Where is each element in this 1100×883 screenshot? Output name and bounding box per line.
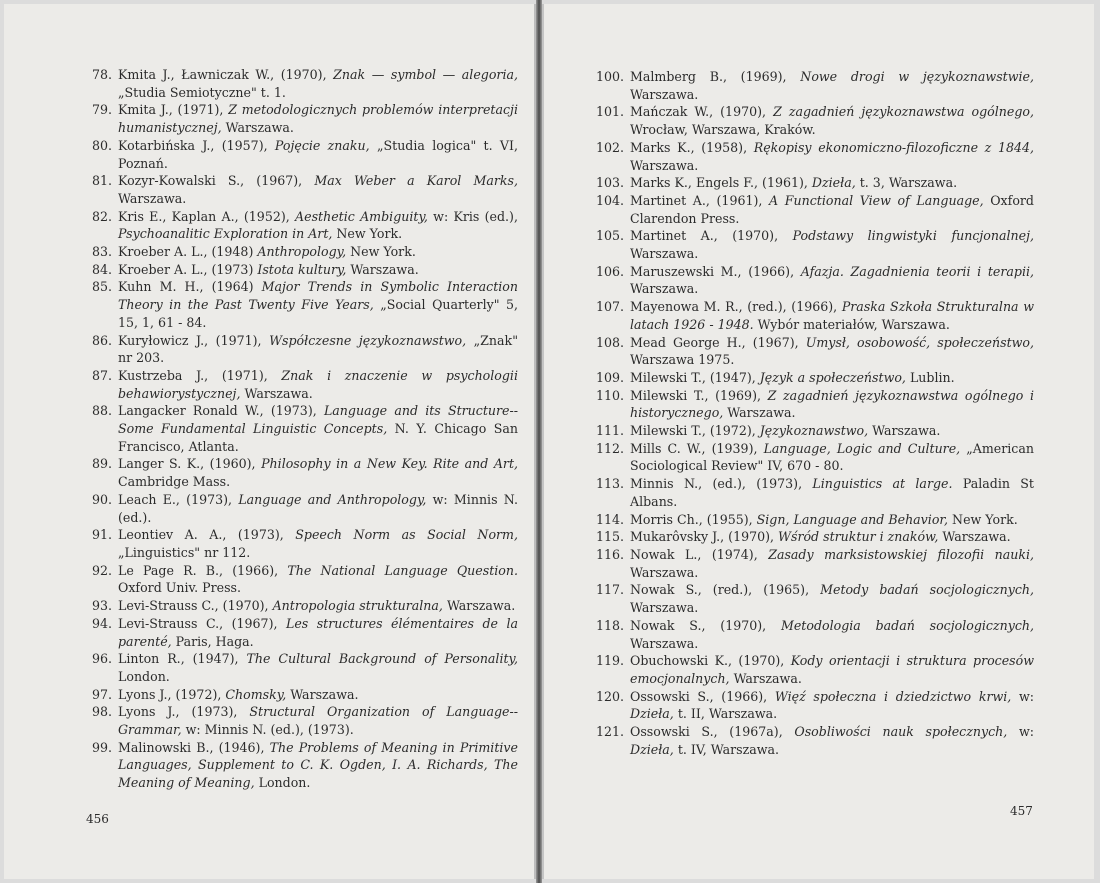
- entry-title: Sign, Language and Behavior,: [756, 511, 949, 527]
- entry-number: 89.: [91, 456, 112, 472]
- entry-text: Maruszewski M., (1966),: [630, 263, 801, 279]
- entry-text: Warszawa.: [630, 157, 699, 173]
- entry-text: Langacker Ronald W., (1973),: [118, 403, 324, 419]
- entry-text: Paladin St Albans.: [630, 476, 1034, 509]
- entry-number: 100.: [595, 69, 624, 84]
- entry-number: 80.: [91, 137, 112, 153]
- bibliography-entry: [594, 617, 1034, 652]
- entry-text: w: Kris (ed.),: [427, 208, 518, 224]
- entry-title: Philosophy in a New Key. Rite and Art,: [261, 456, 519, 472]
- entry-text: N. Y. Chicago San Francisco, Atlanta.: [118, 421, 518, 454]
- entry-text: Kozyr-Kowalski S., (1967),: [118, 173, 315, 189]
- entry-text: Kris E., Kaplan A., (1952),: [118, 208, 296, 224]
- bibliography-entry: [594, 688, 1034, 723]
- entry-title: Podstawy lingwistyki funcjonalnej,: [792, 228, 1034, 244]
- entry-title: Metody badań socjologicznych,: [820, 582, 1034, 598]
- entry-text: „Linguistics" nr 112.: [118, 544, 251, 560]
- entry-text: Martinet A., (1961),: [630, 192, 770, 208]
- bibliography-entry: [594, 511, 1034, 529]
- bibliography-entry: [594, 528, 1034, 546]
- entry-number: 103.: [595, 175, 624, 191]
- entry-number: 90.: [91, 491, 112, 507]
- entry-title: Max Weber a Karol Marks,: [314, 173, 519, 189]
- entry-title: Umysł, osobowość, społeczeństwo,: [805, 334, 1034, 350]
- entry-text: Warszawa.: [630, 600, 699, 616]
- entry-text: Marks K., (1958),: [630, 139, 754, 155]
- entry-number: 110.: [595, 387, 624, 403]
- entry-title: Speech Norm as Social Norm,: [295, 527, 518, 543]
- entry-title: Zasady marksistowskiej filozofii nauki,: [768, 546, 1035, 562]
- entry-text: Oxford Clarendon Press.: [630, 192, 1034, 226]
- entry-text: Ossowski S., (1966),: [630, 688, 775, 704]
- entry-title: Dzieła,: [630, 706, 674, 722]
- entry-number: 112.: [595, 440, 624, 456]
- bibliography-list-right: [594, 68, 1034, 758]
- entry-number: 111.: [595, 423, 624, 439]
- entry-text: Linton R., (1947),: [118, 651, 247, 667]
- entry-text: „Studia logica" t. VI, Poznań.: [118, 137, 518, 171]
- entry-number: 82.: [91, 208, 112, 224]
- entry-text: Martinet A., (1970),: [630, 228, 793, 244]
- entry-text: w:: [1011, 688, 1035, 704]
- entry-number: 84.: [91, 261, 112, 277]
- bibliography-entry: [594, 103, 1034, 138]
- entry-text: London.: [254, 775, 311, 791]
- entry-text: Warszawa.: [630, 635, 699, 651]
- entry-text: w:: [1007, 724, 1034, 740]
- entry-text: Minnis N., (ed.), (1973),: [630, 476, 813, 492]
- entry-title: Z metodologicznych problemów interpretacji humanistycznej,: [118, 102, 518, 136]
- bibliography-entry: [82, 703, 518, 738]
- entry-text: Leontiev A. A., (1973),: [118, 527, 296, 543]
- entry-text: Nowak L., (1974),: [630, 546, 769, 562]
- entry-number: 119.: [595, 653, 624, 669]
- bibliography-list-left: [82, 66, 518, 792]
- bibliography-entry: [82, 367, 518, 402]
- entry-text: Nowak S., (1970),: [630, 617, 781, 633]
- bibliography-entry: [82, 455, 518, 490]
- entry-number: 107.: [595, 299, 624, 315]
- entry-text: London.: [118, 668, 170, 684]
- entry-text: Levi-Strauss C., (1967),: [118, 615, 286, 631]
- entry-title: Psychoanalitic Exploration in Art,: [118, 226, 333, 242]
- entry-text: Ossowski S., (1967a),: [630, 724, 795, 740]
- entry-text: „American Sociological Review" IV, 670 - 80.: [630, 440, 1034, 474]
- entry-title: Pojęcie znaku,: [274, 137, 370, 153]
- bibliography-entry: [594, 298, 1034, 333]
- entry-text: Warszawa.: [286, 686, 359, 702]
- bibliography-entry: [594, 652, 1034, 687]
- entry-text: Lyons J., (1973),: [118, 704, 250, 720]
- entry-title: Anthropology,: [257, 244, 347, 260]
- entry-text: Kmita J., (1971),: [118, 102, 229, 118]
- entry-title: Dzieła,: [630, 741, 674, 757]
- entry-number: 92.: [91, 562, 112, 578]
- entry-text: Milewski T., (1947),: [630, 369, 760, 385]
- entry-text: Leach E., (1973),: [118, 491, 239, 507]
- entry-text: Kuryłowicz J., (1971),: [118, 332, 270, 348]
- entry-text: Warszawa.: [442, 598, 516, 614]
- entry-text: Le Page R. B., (1966),: [118, 562, 288, 578]
- entry-title: Les structures élémentaires de la parenté,: [118, 615, 518, 649]
- entry-text: „Studia Semiotyczne" t. 1.: [118, 84, 286, 100]
- entry-text: Warszawa.: [118, 190, 187, 206]
- bibliography-entry: [82, 172, 518, 207]
- entry-title: Language and Anthropology,: [238, 491, 427, 507]
- entry-title: Language and its Structure--Some Fundamental Linguistic Concepts,: [118, 403, 518, 437]
- entry-title: Chomsky,: [225, 686, 287, 702]
- bibliography-entry: [82, 650, 518, 685]
- entry-title: Aesthetic Ambiguity,: [295, 208, 428, 224]
- entry-number: 83.: [91, 244, 112, 260]
- entry-number: 106.: [595, 263, 624, 279]
- entry-title: The Problems of Meaning in Primitive Languages, Supplement to C. K. Ogden, I. A. Richards, The Meaning of Meaning,: [118, 739, 518, 791]
- bibliography-entry: [594, 440, 1034, 475]
- entry-text: Warszawa.: [630, 281, 699, 297]
- entry-title: A Functional View of Language,: [769, 192, 984, 208]
- entry-title: Istota kultury,: [257, 261, 347, 277]
- entry-number: 96.: [91, 651, 112, 667]
- entry-text: „Znak" nr 203.: [118, 332, 518, 366]
- entry-text: t. II, Warszawa.: [673, 706, 778, 722]
- bibliography-entry: [594, 387, 1034, 422]
- entry-text: Kotarbińska J., (1957),: [118, 137, 275, 153]
- bibliography-entry: [594, 68, 1034, 103]
- entry-text: Kroeber A. L., (1948): [118, 244, 258, 260]
- entry-text: t. 3, Warszawa.: [855, 175, 958, 191]
- entry-text: Mayenowa M. R., (red.), (1966),: [630, 299, 842, 315]
- entry-title: Rękopisy ekonomiczno-filozoficzne z 1844,: [753, 139, 1034, 155]
- entry-number: 91.: [91, 527, 112, 543]
- entry-title: Współczesne językoznawstwo,: [269, 332, 467, 348]
- bibliography-entry: [82, 66, 518, 101]
- entry-text: Langer S. K., (1960),: [118, 456, 262, 472]
- entry-text: Cambridge Mass.: [118, 474, 231, 490]
- bibliography-entry: [82, 208, 518, 243]
- entry-number: 78.: [91, 67, 112, 82]
- bibliography-entry: [594, 334, 1034, 369]
- entry-text: „Social Quarterly" 5, 15, 1, 61 - 84.: [118, 297, 518, 330]
- entry-text: Kmita J., Ławniczak W., (1970),: [118, 67, 334, 82]
- bibliography-entry: [594, 139, 1034, 174]
- entry-text: Warszawa.: [346, 261, 419, 277]
- entry-title: Kody orientacji i struktura procesów emocjonalnych,: [630, 653, 1034, 686]
- entry-number: 87.: [91, 367, 112, 383]
- bibliography-entry: [82, 243, 518, 261]
- entry-title: Z zagadnień językoznawstwa ogólnego i historycznego,: [630, 387, 1035, 421]
- entry-text: Obuchowski K., (1970),: [630, 653, 791, 669]
- entry-text: Nowak S., (red.), (1965),: [630, 582, 821, 598]
- entry-text: Marks K., Engels F., (1961),: [630, 175, 812, 191]
- entry-title: Dzieła,: [811, 175, 856, 191]
- entry-title: Więź społeczna i dziedzictwo krwi,: [774, 688, 1012, 704]
- bibliography-entry: [82, 491, 518, 526]
- entry-text: Oxford Univ. Press.: [118, 580, 242, 596]
- entry-number: 104.: [595, 192, 624, 208]
- entry-text: Malinowski B., (1946),: [118, 739, 270, 755]
- entry-text: Kustrzeba J., (1971),: [118, 367, 282, 383]
- entry-number: 108.: [595, 334, 624, 350]
- entry-title: Nowe drogi w językoznawstwie,: [800, 69, 1034, 84]
- entry-number: 121.: [595, 724, 624, 740]
- entry-title: Afazja. Zagadnienia teorii i terapii,: [800, 263, 1034, 279]
- bibliography-entry: [82, 137, 518, 172]
- entry-title: Antropologia strukturalna,: [272, 598, 443, 614]
- bibliography-entry: [82, 562, 518, 597]
- entry-number: 120.: [595, 688, 624, 704]
- entry-text: Mills C. W., (1939),: [630, 440, 764, 456]
- entry-text: Kroeber A. L., (1973): [118, 261, 258, 277]
- bibliography-entry: [82, 332, 518, 367]
- entry-text: Wybór materiałów, Warszawa.: [753, 316, 950, 332]
- bibliography-entry: [594, 723, 1034, 758]
- entry-text: Levi-Strauss C., (1970),: [118, 598, 273, 614]
- entry-text: Warszawa.: [221, 120, 294, 136]
- bibliography-entry: [594, 475, 1034, 510]
- entry-text: Kuhn M. H., (1964): [118, 279, 262, 295]
- bibliography-entry: [594, 227, 1034, 262]
- entry-number: 115.: [595, 529, 624, 545]
- bibliography-entry: [82, 526, 518, 561]
- entry-text: Lyons J., (1972),: [118, 686, 226, 702]
- entry-number: 114.: [595, 511, 624, 527]
- entry-text: Malmberg B., (1969),: [630, 69, 801, 84]
- bibliography-entry: [82, 615, 518, 650]
- bibliography-entry: [82, 686, 518, 704]
- entry-number: 105.: [595, 228, 624, 244]
- bibliography-entry: [594, 263, 1034, 298]
- entry-title: Major Trends in Symbolic Interaction Theory in the Past Twenty Five Years,: [118, 279, 518, 313]
- bibliography-entry: [82, 597, 518, 615]
- entry-title: Language, Logic and Culture,: [763, 440, 961, 456]
- entry-text: Warszawa.: [938, 529, 1011, 545]
- bibliography-entry: [594, 546, 1034, 581]
- entry-text: w: Minnis N. (ed.), (1973).: [181, 722, 354, 738]
- entry-text: Paris, Haga.: [171, 633, 254, 649]
- right-page: [542, 4, 1094, 879]
- entry-text: Lublin.: [905, 369, 955, 385]
- entry-text: w: Minnis N. (ed.).: [118, 491, 519, 525]
- entry-text: Mead George H., (1967),: [630, 334, 806, 350]
- entry-text: New York.: [332, 226, 403, 242]
- entry-number: 101.: [595, 104, 624, 120]
- entry-number: 97.: [91, 686, 112, 702]
- entry-title: Znak — symbol — alegoria,: [333, 67, 518, 82]
- entry-text: New York.: [346, 244, 416, 260]
- entry-number: 79.: [91, 102, 112, 118]
- entry-title: Structural Organization of Language--Grammar,: [118, 704, 518, 738]
- entry-text: New York.: [948, 511, 1018, 527]
- entry-number: 109.: [595, 369, 624, 385]
- entry-number: 93.: [91, 598, 112, 614]
- bibliography-entry: [594, 581, 1034, 616]
- entry-number: 81.: [91, 173, 112, 189]
- entry-title: Osobliwości nauk społecznych,: [794, 724, 1008, 740]
- bibliography-entry: [82, 739, 518, 792]
- entry-title: Wśród struktur i znaków,: [778, 529, 939, 545]
- bibliography-entry: [594, 192, 1034, 227]
- entry-text: Morris Ch., (1955),: [630, 511, 757, 527]
- page-number-left: 456: [86, 812, 109, 826]
- entry-number: 98.: [91, 704, 112, 720]
- bibliography-entry: [594, 369, 1034, 387]
- entry-title: The National Language Question.: [287, 562, 518, 578]
- entry-title: Linguistics at large.: [812, 476, 953, 492]
- entry-number: 117.: [595, 582, 624, 598]
- bibliography-entry: [82, 261, 518, 279]
- entry-text: Milewski T., (1972),: [630, 423, 760, 439]
- entry-number: 116.: [595, 546, 624, 562]
- left-page: [4, 4, 536, 879]
- entry-number: 85.: [91, 279, 112, 295]
- entry-number: 102.: [595, 139, 624, 155]
- entry-text: Warszawa.: [630, 246, 699, 262]
- bibliography-entry: [594, 422, 1034, 440]
- entry-text: Milewski T., (1969),: [630, 387, 768, 403]
- page-number-right: 457: [1010, 804, 1033, 818]
- entry-text: Warszawa.: [240, 385, 313, 401]
- entry-text: t. IV, Warszawa.: [673, 741, 780, 757]
- entry-text: Wrocław, Warszawa, Kraków.: [630, 122, 816, 138]
- entry-number: 94.: [91, 615, 112, 631]
- entry-title: Językoznawstwo,: [759, 423, 869, 439]
- bibliography-entry: [82, 101, 518, 136]
- entry-text: Warszawa.: [630, 86, 699, 102]
- entry-title: The Cultural Background of Personality,: [246, 651, 518, 667]
- entry-title: Praska Szkoła Strukturalna w latach 1926 - 1948.: [630, 299, 1034, 332]
- entry-text: Warszawa 1975.: [630, 352, 735, 368]
- entry-number: 88.: [91, 403, 112, 419]
- bibliography-entry: [594, 174, 1034, 192]
- entry-text: Warszawa.: [729, 670, 802, 686]
- entry-text: Mańczak W., (1970),: [630, 104, 774, 120]
- entry-title: Metodologia badań socjologicznych,: [780, 617, 1034, 633]
- entry-text: Warszawa.: [630, 564, 699, 580]
- entry-title: Z zagadnień językoznawstwa ogólnego,: [773, 104, 1035, 120]
- entry-number: 99.: [91, 739, 112, 755]
- bibliography-entry: [82, 402, 518, 455]
- entry-title: Znak i znaczenie w psychologii behawiorystycznej,: [118, 367, 518, 401]
- bibliography-entry: [82, 278, 518, 331]
- entry-text: Mukarôvsky J., (1970),: [630, 529, 779, 545]
- entry-title: Język a społeczeństwo,: [759, 369, 906, 385]
- entry-number: 86.: [91, 332, 112, 348]
- entry-number: 118.: [595, 617, 624, 633]
- entry-text: Warszawa.: [868, 423, 941, 439]
- entry-number: 113.: [595, 476, 624, 492]
- entry-text: Warszawa.: [723, 405, 796, 421]
